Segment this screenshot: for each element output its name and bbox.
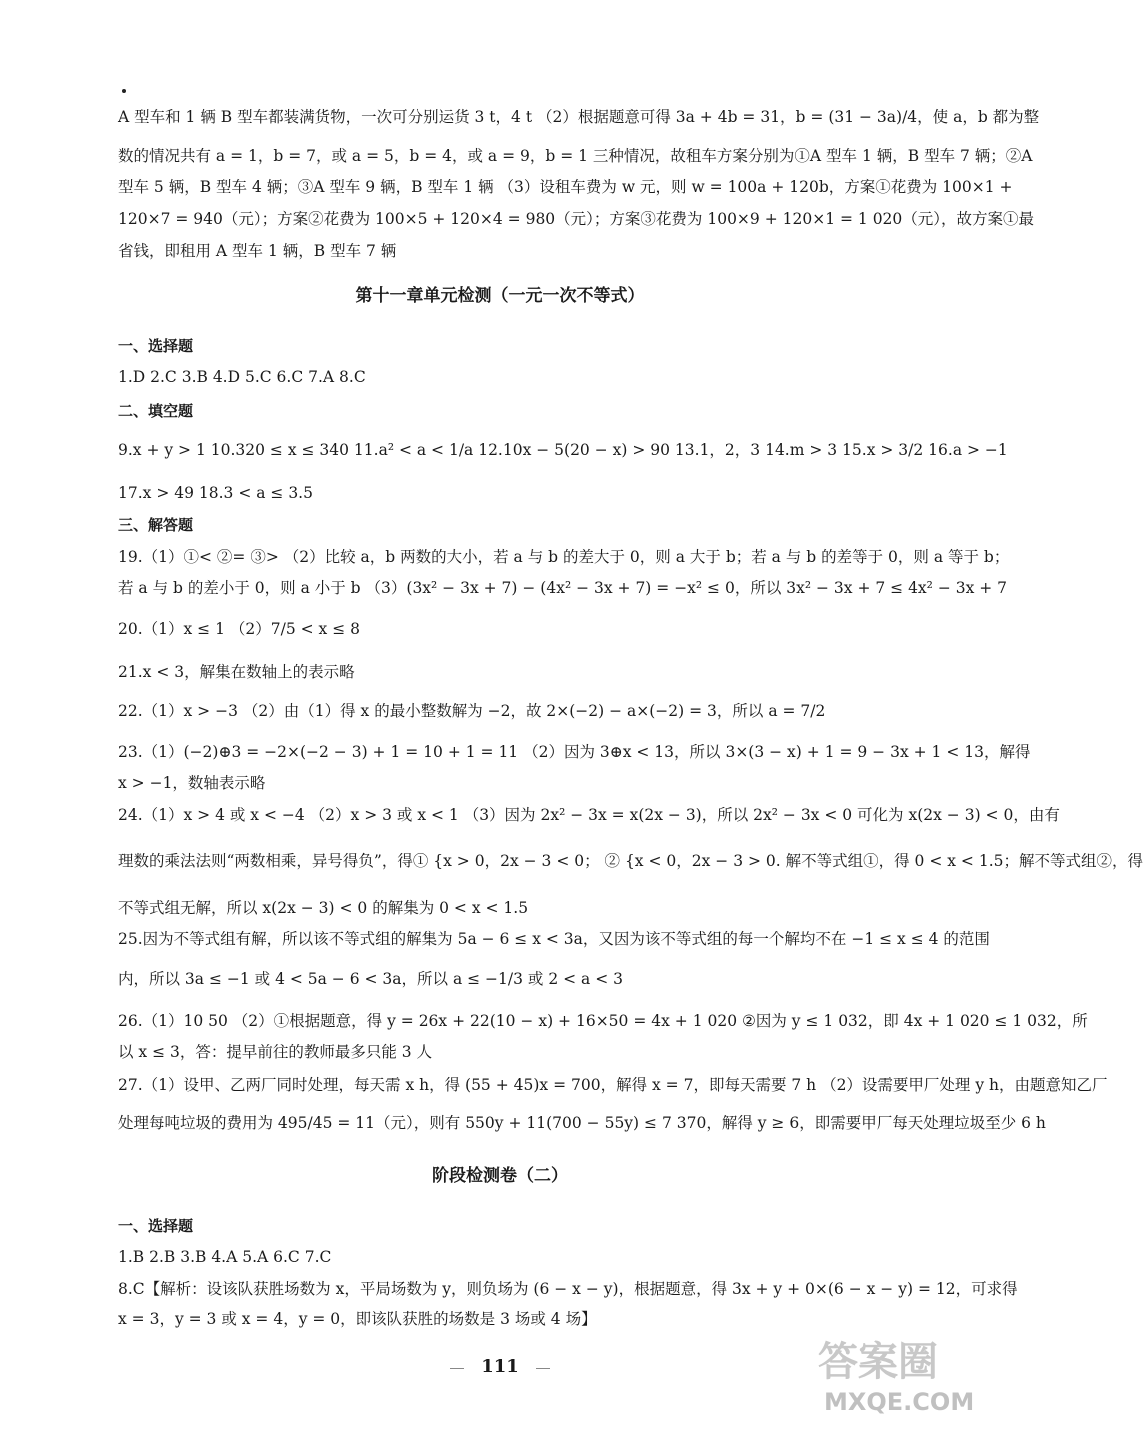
choice2-answers: 1.B 2.B 3.B 4.A 5.A 6.C 7.C	[118, 1248, 332, 1266]
answer-25-b: 内，所以 3a ≤ −1 或 4 < 5a − 6 < 3a，所以 a ≤ −1/3 或 2 < a < 3	[118, 970, 623, 988]
answer-19-b: 若 a 与 b 的差小于 0，则 a 小于 b （3）(3x² − 3x + 7) − (4x² − 3x + 7) = −x² ≤ 0，所以 3x² − 3x + 7 ≤ 4x² − 3x + 7	[118, 579, 1008, 597]
page-number-dash-right	[536, 1368, 550, 1369]
intro-line-2: 数的情况共有 a = 1，b = 7，或 a = 5，b = 4，或 a = 9，b = 1 三种情况，故租车方案分别为①A 型车 1 辆，B 型车 7 辆；②A	[118, 147, 1033, 165]
chapter-title: 第十一章单元检测（一元一次不等式）	[355, 286, 645, 306]
answer-8-b: x = 3，y = 3 或 x = 4，y = 0，即该队获胜的场数是 3 场或 4 场】	[118, 1310, 597, 1328]
ink-dot	[122, 89, 126, 93]
answer-27-a: 27.（1）设甲、乙两厂同时处理，每天需 x h，得 (55 + 45)x = 700，解得 x = 7，即每天需要 7 h （2）设需要甲厂处理 y h，由题意知乙厂	[118, 1076, 1108, 1094]
section-fill-heading: 二、填空题	[118, 402, 194, 420]
answer-21: 21.x < 3，解集在数轴上的表示略	[118, 663, 355, 681]
page-number: 111	[481, 1356, 519, 1377]
intro-line-5: 省钱，即租用 A 型车 1 辆，B 型车 7 辆	[118, 242, 397, 260]
answer-20: 20.（1）x ≤ 1 （2）7/5 < x ≤ 8	[118, 620, 360, 638]
answer-22: 22.（1）x > −3 （2）由（1）得 x 的最小整数解为 −2，故 2×(−2) − a×(−2) = 3，所以 a = 7/2	[118, 702, 826, 720]
answer-23-a: 23.（1）(−2)⊕3 = −2×(−2 − 3) + 1 = 10 + 1 = 11 （2）因为 3⊕x < 13，所以 3×(3 − x) + 1 = 9 − 3x + 1 < 13，解得	[118, 743, 1031, 761]
answer-23-b: x > −1，数轴表示略	[118, 774, 266, 792]
answer-8-a: 8.C【解析：设该队获胜场数为 x，平局场数为 y，则负场为 (6 − x − y)，根据题意，得 3x + y + 0×(6 − x − y) = 12，可求得	[118, 1280, 1018, 1298]
watermark-bottom-text: MXQE.COM	[824, 1388, 975, 1416]
answer-24-c: 不等式组无解，所以 x(2x − 3) < 0 的解集为 0 < x < 1.5	[118, 899, 529, 917]
section-solve-heading: 三、解答题	[118, 516, 194, 534]
intro-line-3: 型车 5 辆，B 型车 4 辆；③A 型车 9 辆，B 型车 1 辆 （3）设租车费为 w 元，则 w = 100a + 120b，方案①花费为 100×1 +	[118, 178, 1013, 196]
section-choice2-heading: 一、选择题	[118, 1217, 194, 1235]
fill-answers-2: 17.x > 49 18.3 < a ≤ 3.5	[118, 484, 313, 502]
watermark-top-text: 答案圈	[818, 1339, 938, 1385]
intro-line-1: A 型车和 1 辆 B 型车都装满货物，一次可分别运货 3 t，4 t （2）根据题意可得 3a + 4b = 31，b = (31 − 3a)/4，使 a，b 都为整	[118, 108, 1040, 126]
answer-19-a: 19.（1）①< ②= ③> （2）比较 a，b 两数的大小，若 a 与 b 的差大于 0，则 a 大于 b；若 a 与 b 的差等于 0，则 a 等于 b；	[118, 548, 1010, 566]
fill-answers-1: 9.x + y > 1 10.320 ≤ x ≤ 340 11.a² < a < 1/a 12.10x − 5(20 − x) > 90 13.1，2，3 14.m > 3 15.x > 3/2 16.a > −1	[118, 441, 1008, 459]
watermark-logo	[818, 1330, 988, 1422]
intro-line-4: 120×7 = 940（元）；方案②花费为 100×5 + 120×4 = 980（元）；方案③花费为 100×9 + 120×1 = 1 020（元），故方案①最	[118, 210, 1035, 228]
choice-answers: 1.D 2.C 3.B 4.D 5.C 6.C 7.A 8.C	[118, 368, 366, 386]
answer-24-b: 理数的乘法法则“两数相乘，异号得负”，得① {x > 0，2x − 3 < 0； ② {x < 0，2x − 3 > 0. 解不等式组①，得 0 < x < 1.5；解不等式组②，得	[118, 852, 1143, 870]
answer-26-b: 以 x ≤ 3，答：提早前往的教师最多只能 3 人	[118, 1043, 433, 1061]
answer-24-a: 24.（1）x > 4 或 x < −4 （2）x > 3 或 x < 1 （3）因为 2x² − 3x = x(2x − 3)，所以 2x² − 3x < 0 可化为 x(2x − 3) < 0，由有	[118, 806, 1060, 824]
stage-title: 阶段检测卷（二）	[432, 1166, 568, 1186]
answer-25-a: 25.因为不等式组有解，所以该不等式组的解集为 5a − 6 ≤ x < 3a，又因为该不等式组的每一个解均不在 −1 ≤ x ≤ 4 的范围	[118, 930, 990, 948]
answer-27-b: 处理每吨垃圾的费用为 495/45 = 11（元），则有 550y + 11(700 − 55y) ≤ 7 370，解得 y ≥ 6，即需要甲厂每天处理垃圾至少 6 h	[118, 1114, 1046, 1132]
section-choice-heading: 一、选择题	[118, 337, 194, 355]
answer-26-a: 26.（1）10 50 （2）①根据题意，得 y = 26x + 22(10 − x) + 16×50 = 4x + 1 020 ②因为 y ≤ 1 032，即 4x + 1 020 ≤ 1 032，所	[118, 1012, 1088, 1030]
